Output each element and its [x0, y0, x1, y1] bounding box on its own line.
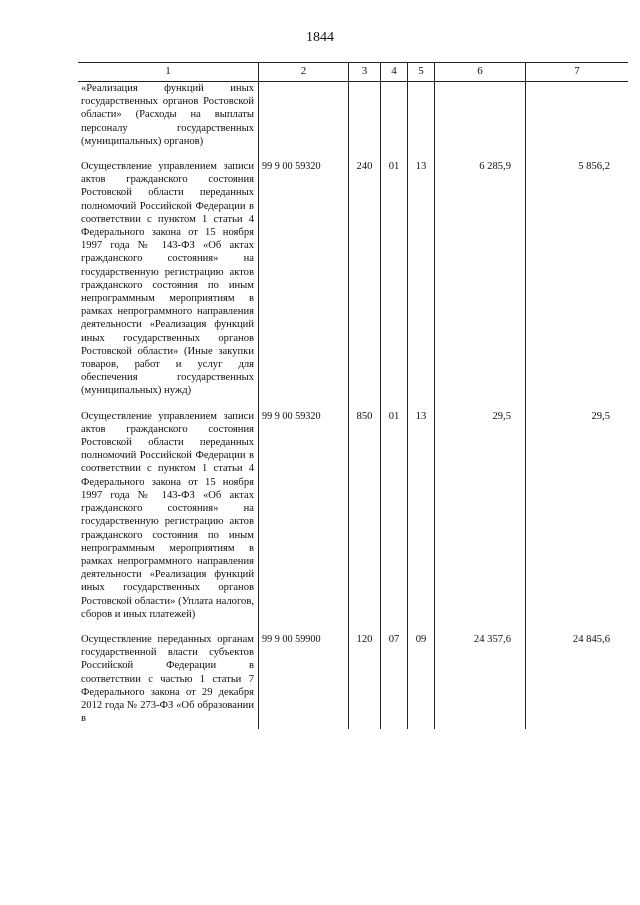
row-subsection: 13 [408, 152, 435, 402]
column-header: 6 [435, 63, 526, 82]
column-header: 3 [349, 63, 381, 82]
column-header: 1 [78, 63, 259, 82]
row-section: 01 [381, 402, 408, 625]
row-subsection: 09 [408, 625, 435, 729]
row-amount-1 [435, 82, 526, 153]
table-row [78, 152, 628, 402]
row-target-code: 99 9 00 59900 [259, 625, 349, 729]
row-description: Осуществление управлением записи актов гражданского состояния Ростовской области переданных полномочий Российской Федерации в соответствии с пунктом 1 статьи 4 Федерального закона от 15 ноября 1997 года № 143-ФЗ «Об актах гражданского состояния» на государственную регистрацию актов гражданского состояния по иным непрограммным мероприятиям в рамках непрограммного направления деятельности «Реализация функций иных государственных органов Ростовской области» (Уплата налогов, сборов и иных платежей) [81, 410, 254, 620]
column-header: 5 [408, 63, 435, 82]
row-subsection [408, 82, 435, 153]
column-header: 7 [526, 63, 629, 82]
table-row [78, 402, 628, 625]
row-description: Осуществление переданных органам государственной власти субъектов Российской Федерации в соответствии с частью 1 статьи 7 Федерального закона от 29 декабря 2012 года № 273-ФЗ «Об образовании в [81, 633, 254, 725]
column-header: 2 [259, 63, 349, 82]
row-amount-2: 24 845,6 [526, 625, 629, 729]
row-expense-type: 240 [349, 152, 381, 402]
row-expense-type: 120 [349, 625, 381, 729]
row-description: Осуществление управлением записи актов гражданского состояния Ростовской области переданных полномочий Российской Федерации в соответствии с пунктом 1 статьи 4 Федерального закона от 15 ноября 1997 года № 143-ФЗ «Об актах гражданского состояния» на государственную регистрацию актов гражданского состояния по иным непрограммным мероприятиям в рамках непрограммного направления деятельности «Реализация функций иных государственных органов Ростовской области» (Иные закупки товаров, работ и услуг для обеспечения государственных (муниципальных) нужд) [81, 161, 254, 397]
row-description: «Реализация функций иных государственных органов Ростовской области» (Расходы на выплаты персоналу государственных (муниципальных) органов) [81, 83, 254, 147]
table-row [78, 625, 628, 729]
budget-table [78, 62, 628, 729]
row-amount-2 [526, 82, 629, 153]
row-subsection: 13 [408, 402, 435, 625]
row-target-code: 99 9 00 59320 [259, 152, 349, 402]
row-section: 01 [381, 152, 408, 402]
column-header: 4 [381, 63, 408, 82]
row-amount-2: 29,5 [526, 402, 629, 625]
row-target-code: 99 9 00 59320 [259, 402, 349, 625]
row-target-code [259, 82, 349, 153]
row-expense-type: 850 [349, 402, 381, 625]
row-amount-1: 6 285,9 [435, 152, 526, 402]
row-amount-1: 29,5 [435, 402, 526, 625]
row-amount-2: 5 856,2 [526, 152, 629, 402]
row-amount-1: 24 357,6 [435, 625, 526, 729]
table-header-row [78, 63, 628, 82]
table-row [78, 82, 628, 153]
row-expense-type [349, 82, 381, 153]
row-section: 07 [381, 625, 408, 729]
page-number: 1844 [306, 30, 334, 45]
row-section [381, 82, 408, 153]
